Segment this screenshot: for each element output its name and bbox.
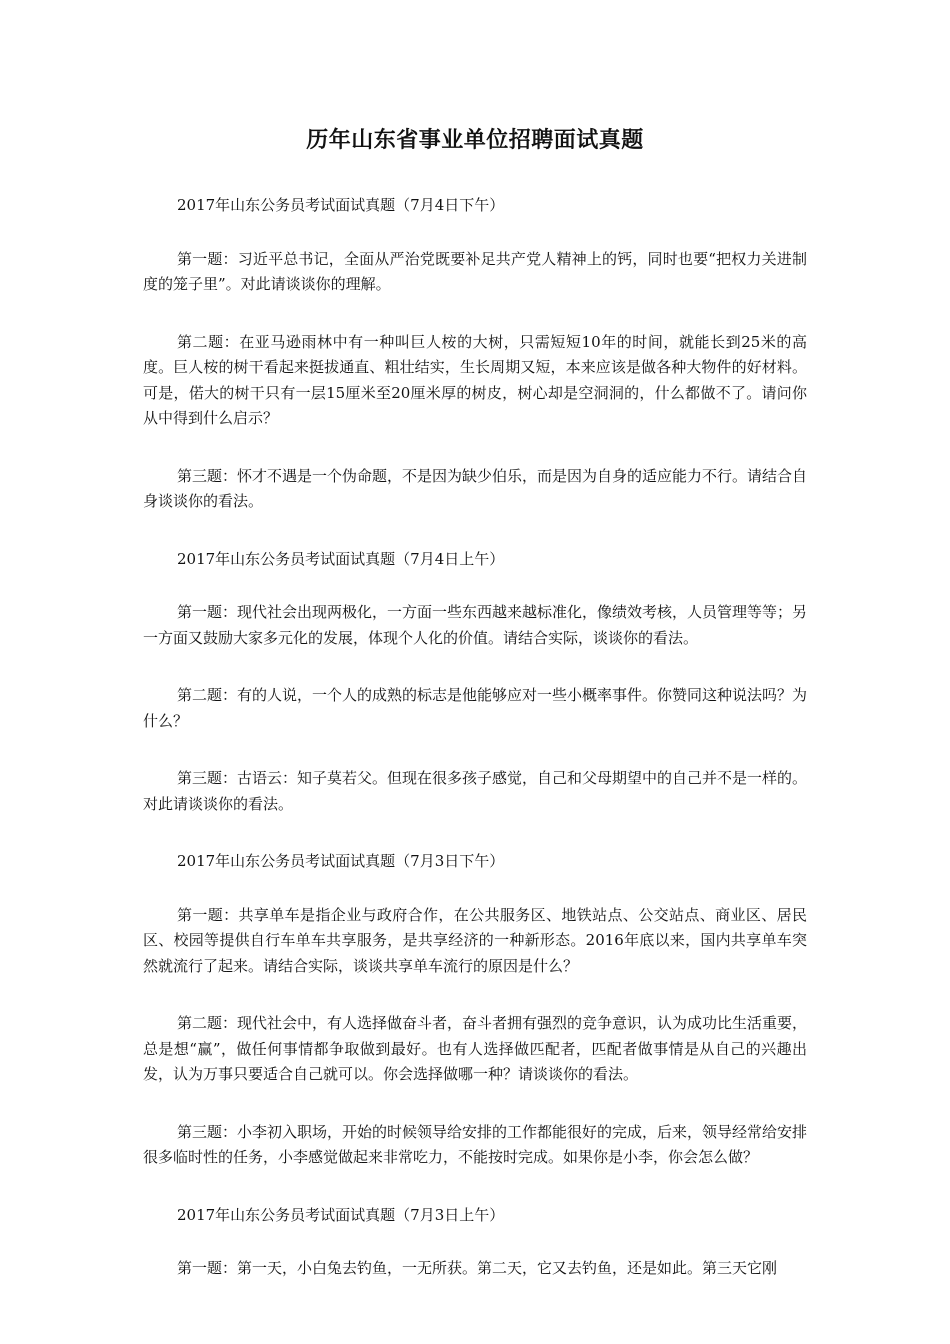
question-paragraph: 第一题：共享单车是指企业与政府合作，在公共服务区、地铁站点、公交站点、商业区、居民区、校园等提供自行车单车共享服务，是共享经济的一种新形态。2016年底以来，国内共享单车突然就流行了起来。请结合实际，谈谈共享单车流行的原因是什么？ bbox=[143, 905, 807, 975]
document-title: 历年山东省事业单位招聘面试真题 bbox=[306, 127, 644, 153]
section-heading: 2017年山东公务员考试面试真题（7月4日下午） bbox=[177, 196, 505, 214]
question-paragraph: 第三题：怀才不遇是一个伪命题，不是因为缺少伯乐，而是因为自身的适应能力不行。请结合自身谈谈你的看法。 bbox=[143, 466, 808, 510]
section-heading: 2017年山东公务员考试面试真题（7月3日下午） bbox=[177, 852, 505, 870]
document-body bbox=[143, 193, 807, 1314]
question-paragraph: 第三题：古语云：知子莫若父。但现在很多孩子感觉，自己和父母期望中的自己并不是一样的。对此请谈谈你的看法。 bbox=[143, 769, 808, 813]
question-paragraph: 第一题：第一天，小白兔去钓鱼，一无所获。第二天，它又去钓鱼，还是如此。第三天它刚 bbox=[177, 1259, 778, 1277]
section-heading: 2017年山东公务员考试面试真题（7月4日上午） bbox=[177, 549, 505, 568]
question-paragraph: 第二题：在亚马逊雨林中有一种叫巨人桉的大树，只需短短10年的时间，就能长到25米的高度。巨人桉的树干看起来挺拔通直、粗壮结实，生长周期又短，本来应该是做各种大物件的好材料。可是，偌大的树干只有一层15厘米至20厘米厚的树皮，树心却是空洞洞的，什么都做不了。请问你从中得到什么启示？ bbox=[143, 332, 807, 427]
question-paragraph: 第二题：现代社会中，有人选择做奋斗者，奋斗者拥有强烈的竞争意识，认为成功比生活重要，总是想“赢”，做任何事情都争取做到最好。也有人选择做匹配者，匹配者做事情是从自己的兴趣出发，认为万事只要适合自己就可以。你会选择做哪一种？请谈谈你的看法。 bbox=[143, 1014, 808, 1083]
question-paragraph: 第一题：习近平总书记，全面从严治党既要补足共产党人精神上的钙，同时也要“把权力关进制度的笼子里”。对此请谈谈你的理解。 bbox=[143, 249, 807, 293]
question-paragraph: 第一题：现代社会出现两极化，一方面一些东西越来越标准化，像绩效考核，人员管理等等；另一方面又鼓励大家多元化的发展，体现个人化的价值。请结合实际，谈谈你的看法。 bbox=[143, 603, 808, 647]
question-paragraph: 第三题：小李初入职场，开始的时候领导给安排的工作都能很好的完成，后来，领导经常给安排很多临时性的任务，小李感觉做起来非常吃力，不能按时完成。如果你是小李，你会怎么做？ bbox=[143, 1122, 808, 1166]
section-heading: 2017年山东公务员考试面试真题（7月3日上午） bbox=[177, 1205, 505, 1224]
question-paragraph: 第二题：有的人说，一个人的成熟的标志是他能够应对一些小概率事件。你赞同这种说法吗？为什么？ bbox=[143, 686, 808, 730]
